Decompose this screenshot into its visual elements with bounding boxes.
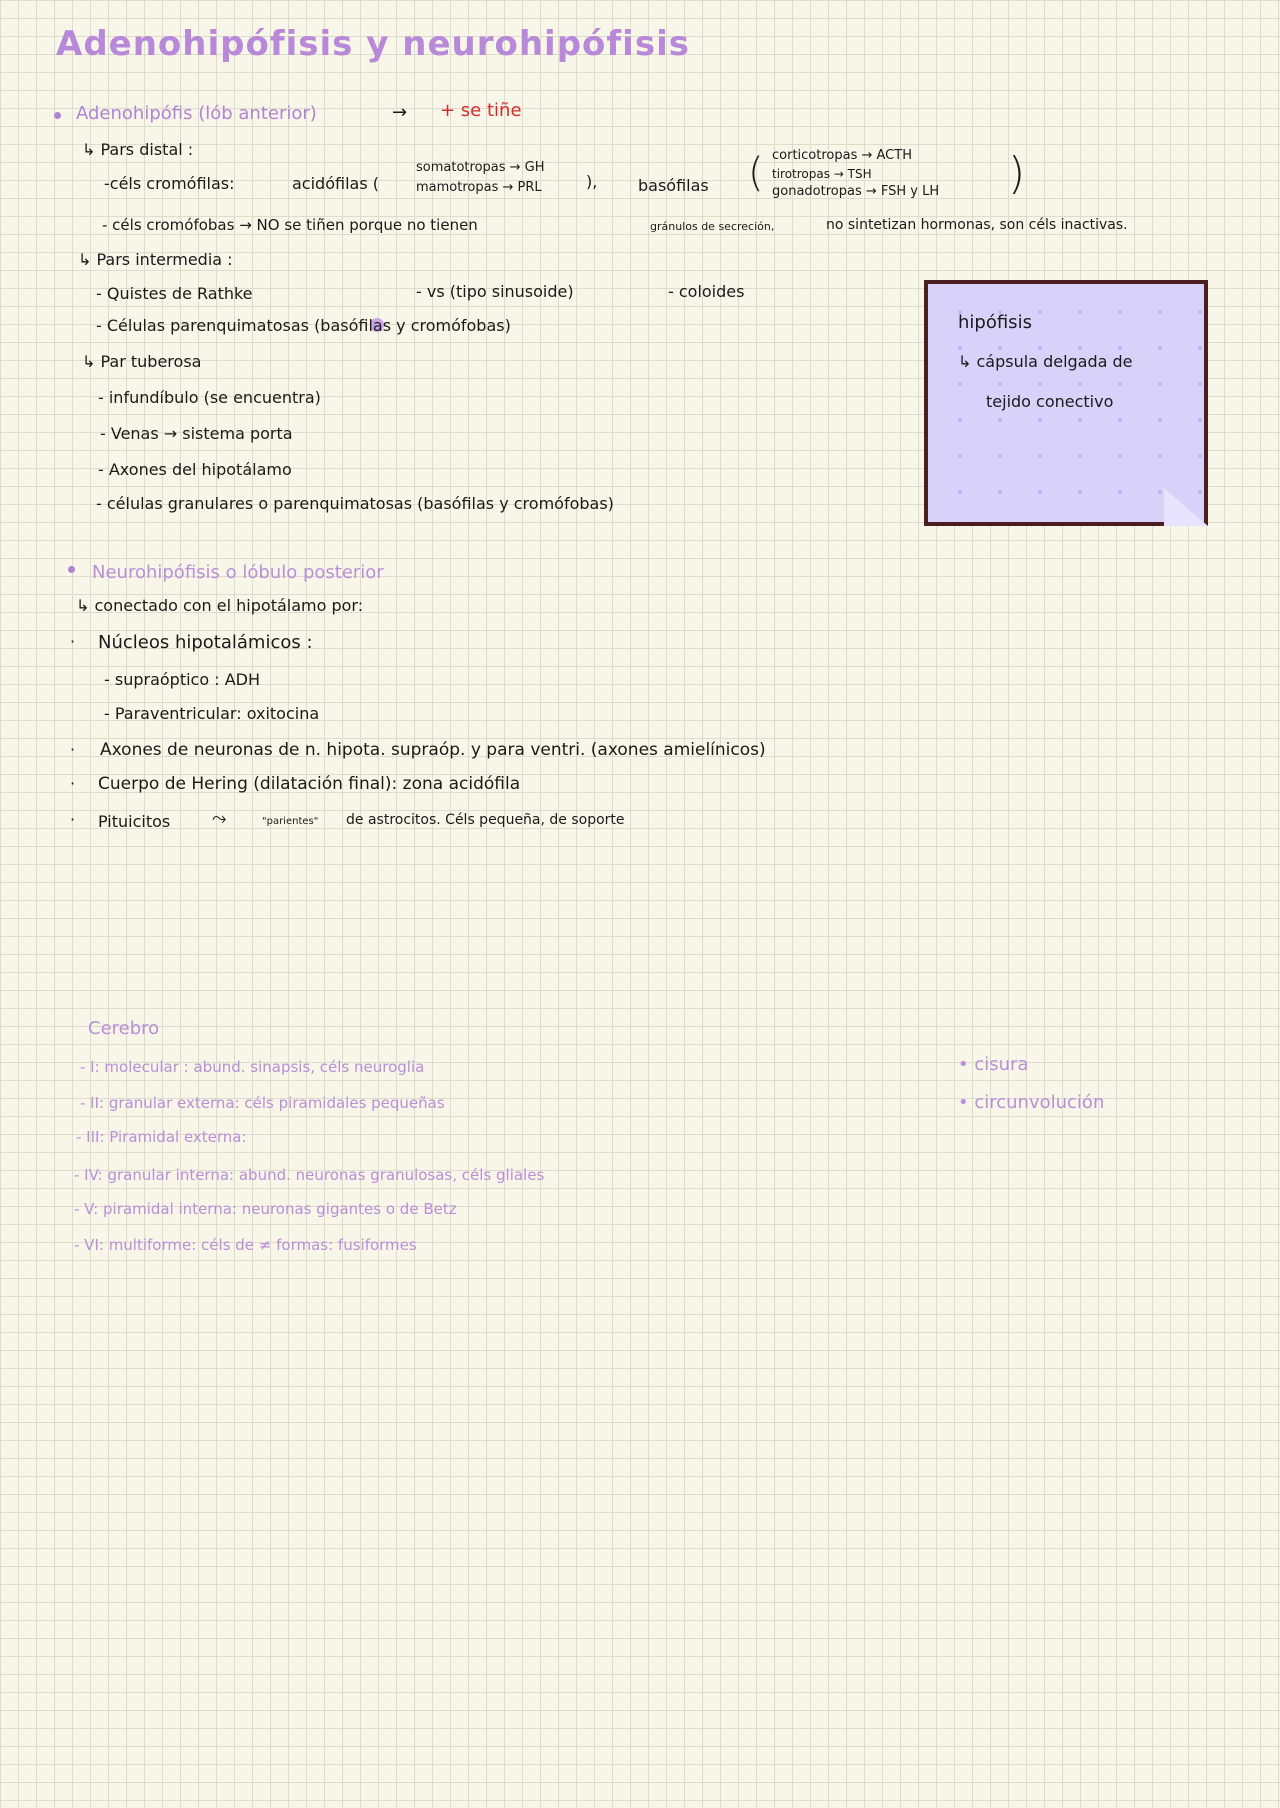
mamotropas: mamotropas → PRL — [416, 180, 542, 195]
neuro-heading: Neurohipófisis o lóbulo posterior — [92, 562, 384, 583]
cerebro-layer: - VI: multiforme: céls de ≠ formas: fusiformes — [74, 1236, 417, 1254]
cerebro-layer: - IV: granular interna: abund. neuronas granulosas, céls gliales — [74, 1166, 545, 1184]
squiggle-arrow-icon: ⤳ — [212, 808, 227, 829]
cerebro-heading: Cerebro — [88, 1018, 160, 1039]
acidofilas: acidófilas ( — [292, 174, 379, 193]
sticky-line-2: tejido conectivo — [986, 392, 1114, 411]
cels-cromofilas: -céls cromófilas: — [104, 174, 235, 193]
bullet-point: · — [70, 632, 76, 651]
bracket-close: ) — [1008, 148, 1026, 199]
quistes-rathke: - Quistes de Rathke — [96, 284, 253, 303]
page-title: Adenohipófisis y neurohipófisis — [56, 24, 690, 64]
neuro-conectado: ↳ conectado con el hipotálamo por: — [76, 596, 364, 615]
sticky-note — [924, 280, 1208, 526]
axones-hipotalamo: - Axones del hipotálamo — [98, 460, 292, 479]
bullet-point: · — [70, 774, 76, 793]
sticky-fold — [1164, 488, 1208, 526]
note-red: + se tiñe — [440, 100, 522, 121]
sticky-title: hipófisis — [958, 312, 1032, 333]
parientes: "parientes" — [262, 816, 319, 827]
pars-distal: ↳ Pars distal : — [82, 140, 194, 159]
corticotropas: corticotropas → ACTH — [772, 148, 912, 163]
pituicitos-rest: de astrocitos. Céls pequeña, de soporte — [346, 812, 625, 828]
bullet-point: · — [70, 740, 76, 759]
nucleos-hipotalamicos: Núcleos hipotalámicos : — [98, 632, 313, 653]
bullet-point: · — [70, 810, 76, 829]
celulas-parenquimatosas: - Células parenquimatosas (basófilas y cromófobas) — [96, 316, 511, 335]
paraventricular: - Paraventricular: oxitocina — [104, 704, 320, 723]
basofilas: basófilas — [638, 176, 709, 195]
cromofobas-line-b: gránulos de secreción, — [650, 220, 775, 233]
venas: - Venas → sistema porta — [100, 424, 293, 443]
bracket-open: ( — [748, 150, 764, 196]
somatotropas: somatotropas → GH — [416, 160, 545, 175]
adeno-heading: Adenohipófis (lób anterior) — [76, 103, 317, 124]
tirotropas: tirotropas → TSH — [772, 167, 872, 181]
sticky-line-1: ↳ cápsula delgada de — [958, 352, 1133, 371]
celulas-granulares: - células granulares o parenquimatosas (basófilas y cromófobas) — [96, 494, 614, 513]
circunvolucion: • circunvolución — [958, 1092, 1105, 1113]
cromofobas-line-a: - céls cromófobas → NO se tiñen porque no tienen — [102, 216, 478, 234]
coloides: - coloides — [668, 282, 745, 301]
pars-intermedia: ↳ Pars intermedia : — [78, 250, 233, 269]
gonadotropas: gonadotropas → FSH y LH — [772, 184, 940, 199]
cisura: • cisura — [958, 1054, 1029, 1075]
bullet-dot — [54, 112, 61, 119]
infundibulo: - infundíbulo (se encuentra) — [98, 388, 321, 407]
cerebro-layer: - V: piramidal interna: neuronas gigantes o de Betz — [74, 1200, 457, 1218]
supraoptico: - supraóptico : ADH — [104, 670, 260, 689]
cerebro-layer: - I: molecular : abund. sinapsis, céls neuroglia — [80, 1058, 425, 1076]
cuerpo-hering: Cuerpo de Hering (dilatación final): zona acidófila — [98, 774, 521, 794]
par-tuberosa: ↳ Par tuberosa — [82, 352, 202, 371]
acidofilas-close: ), — [586, 172, 598, 191]
pituicitos: Pituicitos — [98, 812, 171, 831]
arrow-right: → — [392, 102, 408, 123]
vs-sinusoide: - vs (tipo sinusoide) — [416, 282, 574, 301]
bullet-dot — [68, 566, 75, 573]
cromofobas-line-c: no sintetizan hormonas, son céls inactivas. — [826, 217, 1128, 233]
cerebro-layer: - II: granular externa: céls piramidales pequeñas — [80, 1094, 445, 1112]
cerebro-layer: - III: Piramidal externa: — [76, 1128, 247, 1146]
axones-neuronas: Axones de neuronas de n. hipota. supraóp. y para ventri. (axones amielínicos) — [100, 740, 766, 760]
